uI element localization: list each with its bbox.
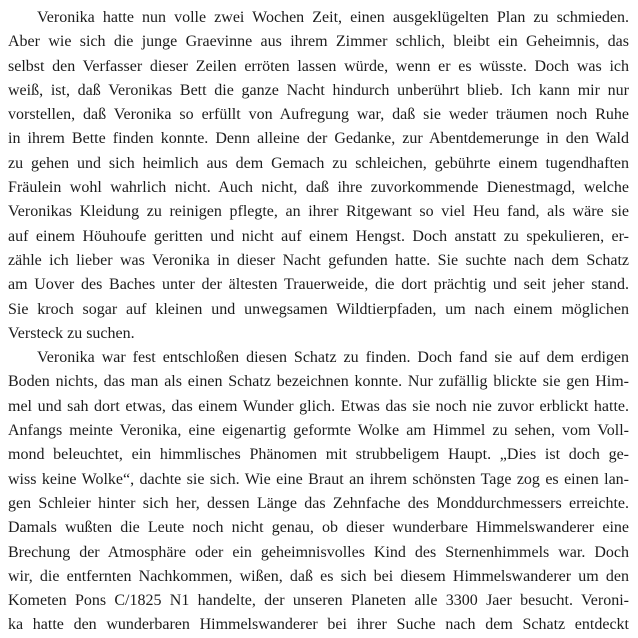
- text-line: Sie kroch sogar auf kleinen und unwegsamen Wildtierpfaden, um nach einem möglichen: [8, 300, 629, 318]
- text-line: gen Schleier hinter sich her, dessen Länge das Zehnfache des Monddurchmessers erreichte.: [8, 494, 629, 512]
- text-line: Veronikas Kleidung zu reinigen pflegte, an ihrer Ritgewant so viel Heu fand, als wäre sie: [8, 203, 629, 221]
- text-line: Brechung der Atmosphäre oder ein geheimnisvolles Kind des Sternenhimmels war. Doch: [8, 543, 629, 561]
- text-line: Aber wie sich die junge Graevinne aus ihrem Zimmer schlich, bleibt ein Geheimnis, das: [8, 33, 629, 51]
- text-block: [8, 6, 629, 638]
- text-line: Veronika war fest entschloßen diesen Schatz zu finden. Doch fand sie auf dem erdigen: [37, 349, 629, 367]
- paragraph: [8, 346, 629, 638]
- text-line: selbst den Verfasser dieser Zeilen erröten lassen würde, wenn er es wüsste. Doch was ich: [8, 57, 629, 75]
- text-line: zu gehen und sich heimlich aus dem Gemach zu schleichen, gebührte einem tugendhaften: [8, 154, 629, 172]
- text-line: zähle ich lieber was Veronika in dieser Nacht gefunden hatte. Sie suchte nach dem Schatz: [8, 251, 629, 269]
- text-line: Boden nichts, das man als einen Schatz bezeichnen konnte. Nur zufällig blickte sie gen Him-: [8, 373, 629, 391]
- text-line: wir, die entfernten Nachkommen, wißen, daß es sich bei diesem Himmelswanderer um den: [8, 567, 629, 585]
- text-line: auf einem Höuhoufe geritten und nicht auf einem Hengst. Doch anstatt zu spekulieren, er-: [8, 227, 629, 245]
- text-line: wiss keine Wolke“, dachte sie sich. Wie eine Braut an ihrem schönsten Tage zog es einen lan-: [8, 470, 629, 488]
- text-line: mond beleuchtet, ein himmlisches Phänomen mit strubbeligem Haupt. „Dies ist doch ge-: [8, 446, 629, 464]
- text-line: Damals wußten die Leute noch nicht genau, ob dieser wunderbare Himmelswanderer eine: [8, 519, 629, 537]
- text-line: Anfangs meinte Veronika, eine eigenartig geformte Wolke am Himmel zu sehen, vom Voll-: [8, 422, 629, 440]
- text-line: weiß, ist, daß Veronikas Bett die ganze Nacht hindurch unberührt blieb. Ich kann mir nur: [8, 81, 629, 99]
- text-line: Fräulein wohl wahrlich nicht. Auch nicht, daß ihre zuvorkommende Dienestmagd, welche: [8, 179, 629, 197]
- text-line: in ihrem Bette finden konnte. Denn alleine der Gedanke, zur Abentdemerunge in den Wald: [8, 130, 629, 148]
- text-line: am Uover des Baches unter der ältesten Trauerweide, die dort prächtig und seit jeher stand.: [8, 276, 629, 294]
- clipped-text-line: ka hatte den wunderbaren Himmelswanderer bei ihrer Suche nach dem Schatz entdeckt: [8, 616, 629, 634]
- text-line: mel und sah dort etwas, das einem Wunder glich. Etwas das sie noch nie zuvor erblickt hatte.: [8, 397, 629, 415]
- text-line: Veronika hatte nun volle zwei Wochen Zeit, einen ausgeklügelten Plan zu schmieden.: [37, 9, 629, 26]
- paragraph: [8, 6, 629, 346]
- text-line: vorstellen, daß Veronika so erfüllt von Aufregung war, daß sie weder träumen noch Ruhe: [8, 106, 629, 124]
- text-line: Versteck zu suchen.: [8, 324, 135, 342]
- text-line: Kometen Pons C/1825 N1 handelte, der unseren Planeten alle 3300 Jaer besucht. Veroni-: [8, 592, 629, 610]
